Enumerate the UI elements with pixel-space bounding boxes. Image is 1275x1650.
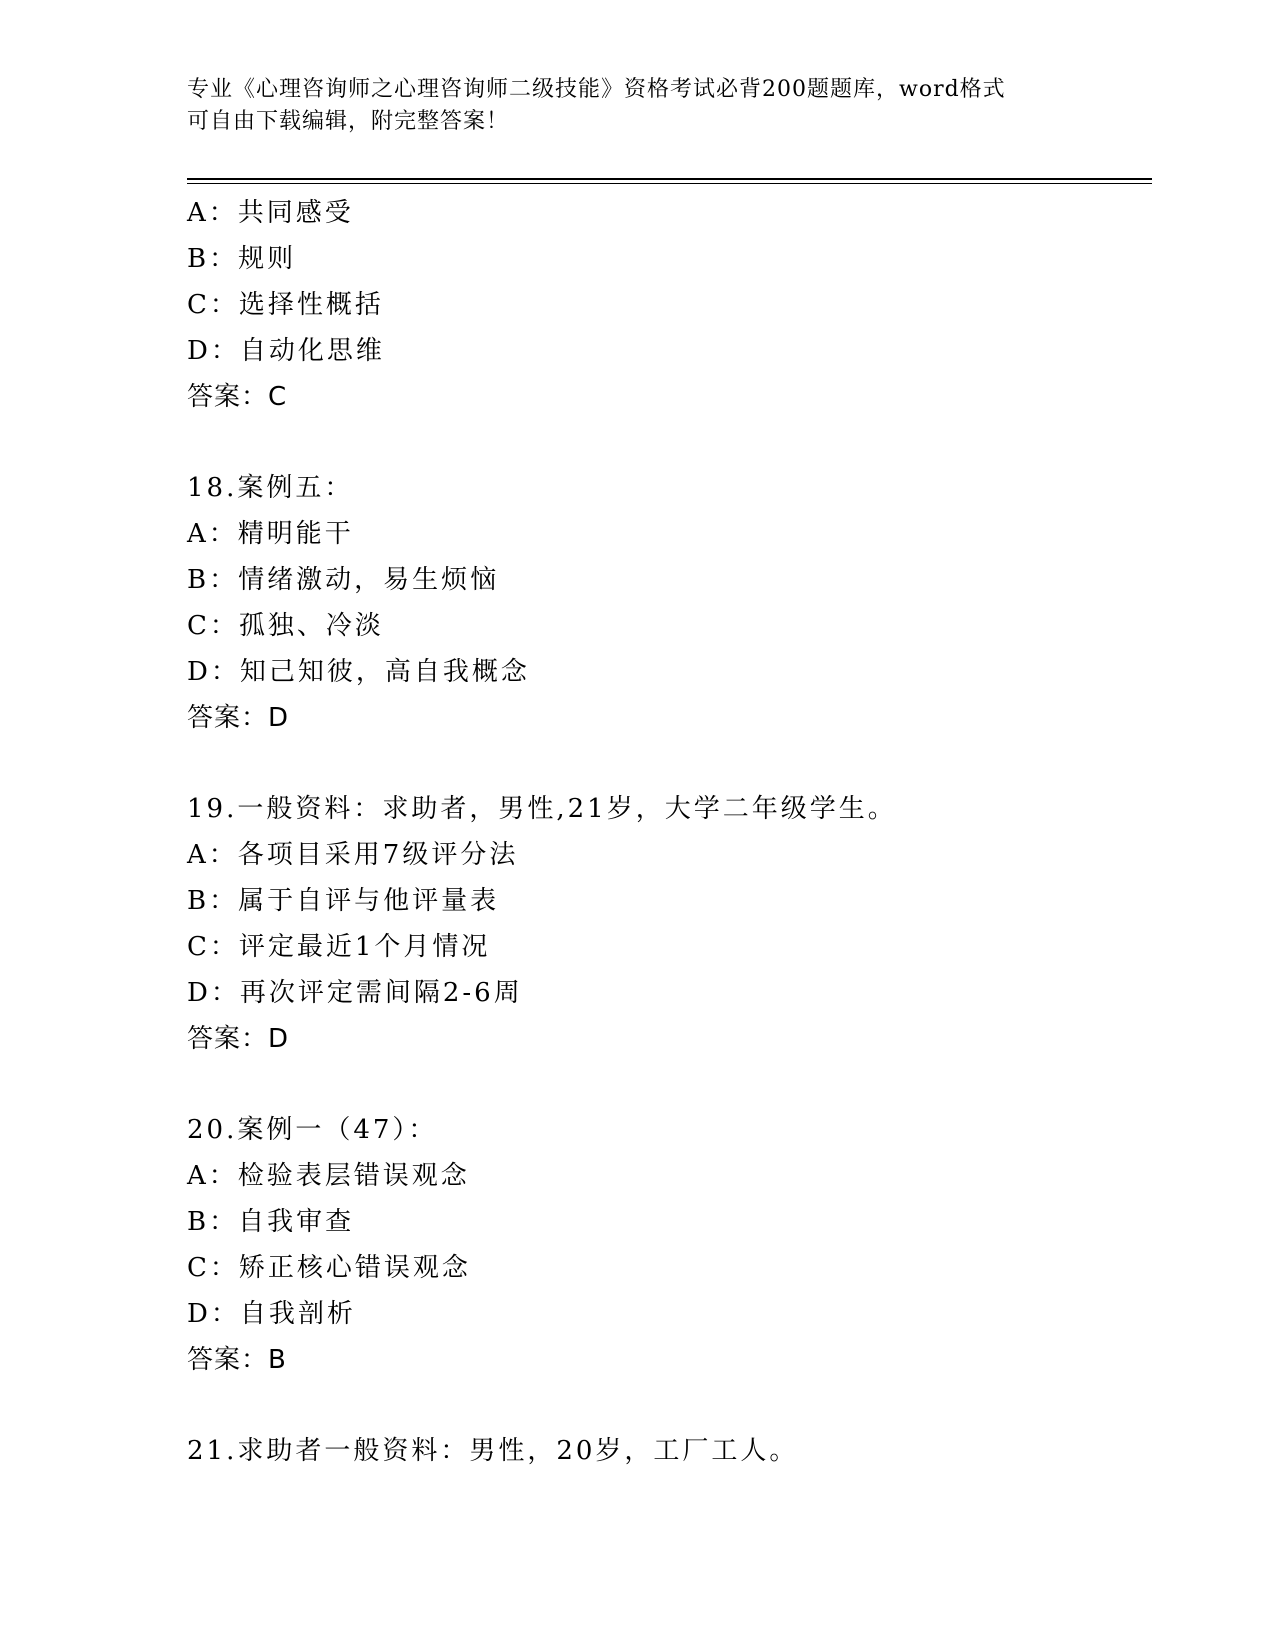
answer-line: 答案：C (187, 382, 288, 412)
option-b: B：自我审查 (187, 1207, 355, 1237)
question-block (187, 1428, 1152, 1474)
option-c: C：矫正核心错误观念 (187, 1253, 471, 1283)
option-a: A：各项目采用7级评分法 (187, 840, 519, 870)
option-a: A：共同感受 (187, 198, 354, 228)
option-c: C：评定最近1个月情况 (187, 932, 491, 962)
option-d: D：自动化思维 (187, 336, 385, 366)
option-c: C：孤独、冷淡 (187, 611, 384, 641)
option-b: B：规则 (187, 244, 297, 274)
header-divider-thick (187, 178, 1152, 180)
option-b: B：情绪激动，易生烦恼 (187, 565, 500, 595)
question-block (187, 786, 1152, 1062)
question-block (187, 1107, 1152, 1383)
option-d: D：自我剖析 (187, 1299, 356, 1329)
question-list (187, 190, 1152, 1474)
option-b: B：属于自评与他评量表 (187, 886, 500, 916)
answer-line: 答案：D (187, 1024, 290, 1054)
option-d: D：再次评定需间隔2-6周 (187, 978, 523, 1008)
header-line-2: 可自由下载编辑，附完整答案！ (187, 109, 510, 134)
question-block (187, 465, 1152, 741)
answer-line: 答案：B (187, 1345, 287, 1375)
option-c: C：选择性概括 (187, 290, 384, 320)
question-stem: 20.案例一（47）： (187, 1115, 438, 1145)
answer-line: 答案：D (187, 703, 290, 733)
question-stem: 18.案例五： (187, 473, 354, 503)
option-d: D：知己知彼，高自我概念 (187, 657, 530, 687)
question-block (187, 190, 1152, 420)
option-a: A：精明能干 (187, 519, 354, 549)
question-stem: 19.一般资料：求助者，男性,21岁，大学二年级学生。 (187, 794, 897, 824)
question-stem: 21.求助者一般资料：男性，20岁，工厂工人。 (187, 1436, 799, 1466)
option-a: A：检验表层错误观念 (187, 1161, 470, 1191)
document-header (187, 74, 1087, 138)
header-divider-thin (187, 183, 1152, 184)
header-line-1: 专业《心理咨询师之心理咨询师二级技能》资格考试必背200题题库，word格式 (187, 77, 1006, 102)
